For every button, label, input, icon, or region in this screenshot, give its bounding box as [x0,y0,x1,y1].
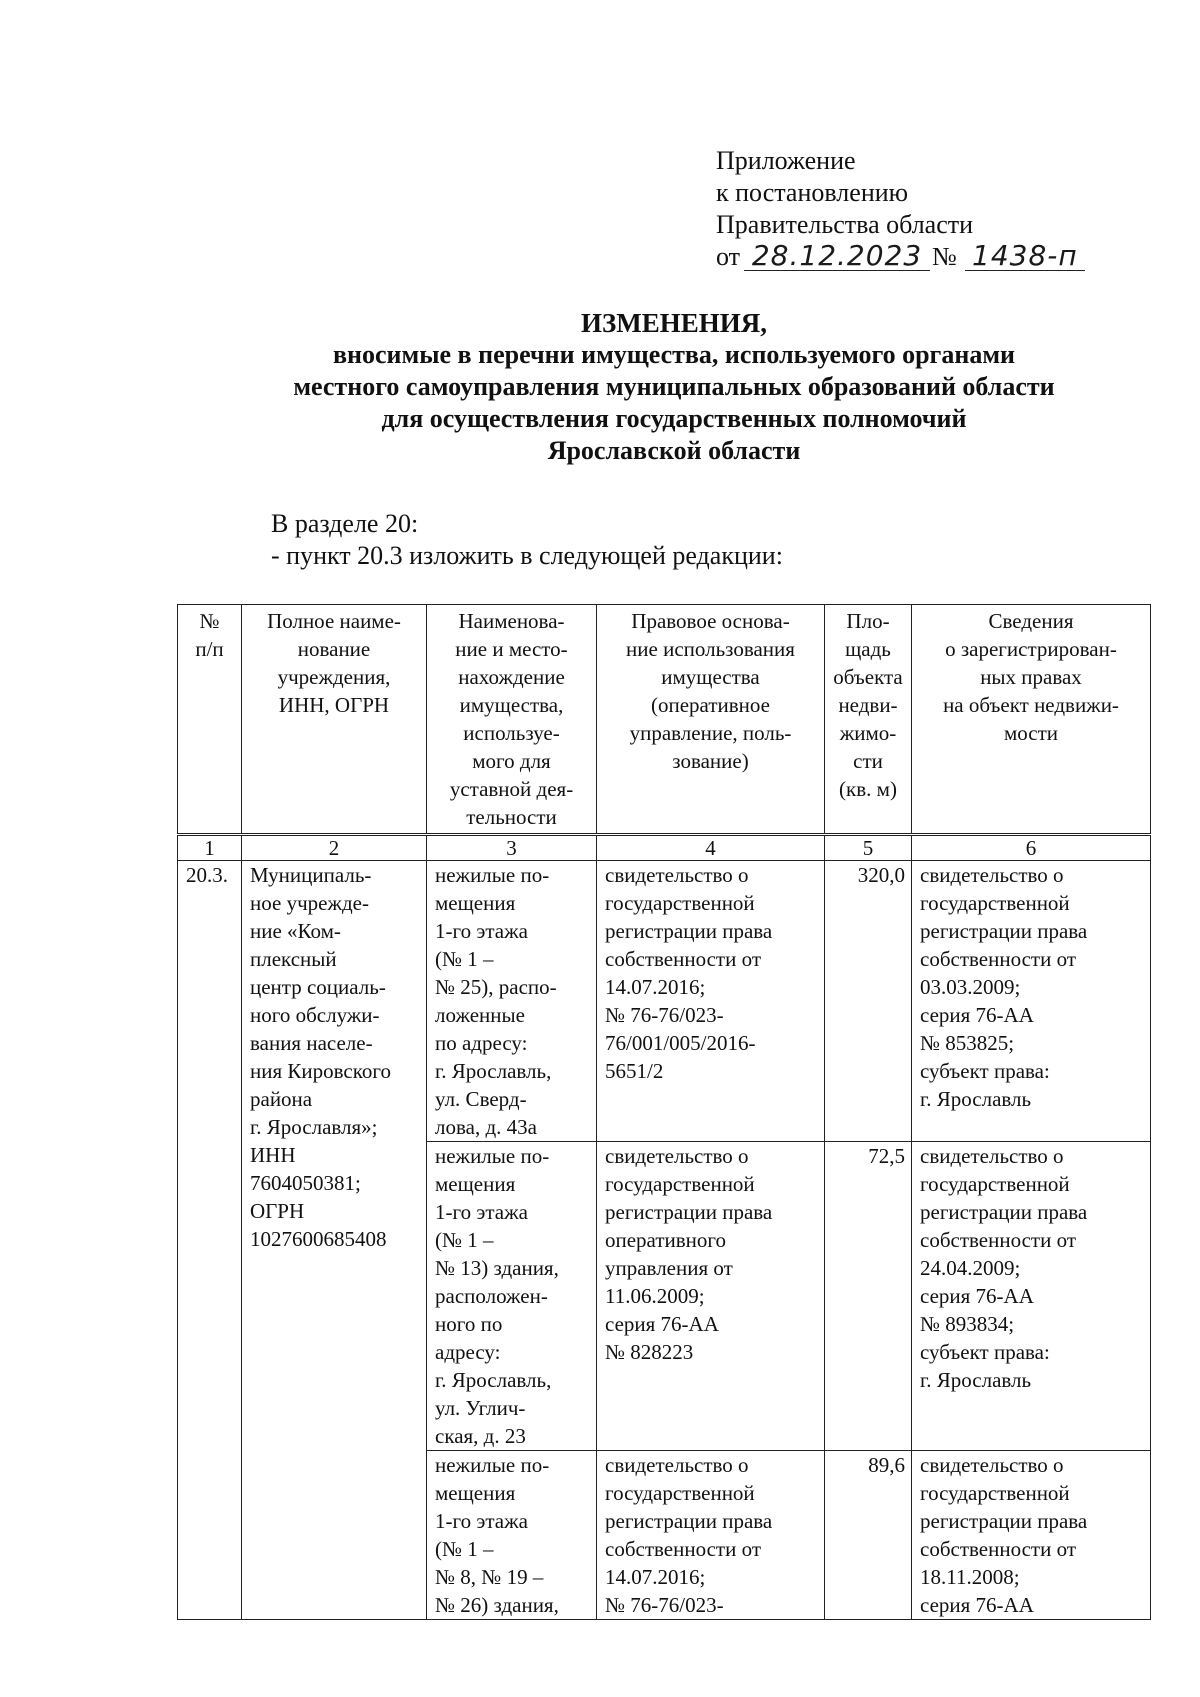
property-cell-line: нежилые по- [435,863,550,887]
header-cell-line: Полное наиме- [267,609,401,633]
item-number-cell: 20.3. [178,861,242,1620]
legal-basis-cell-line: серия 76-АА [605,1312,719,1336]
property-cell-line: мещения [435,1172,516,1196]
header-cell-line: имущества [661,665,760,689]
rights-cell-line: г. Ярославль [920,1087,1032,1111]
property-cell [427,1451,597,1620]
intro-line-2: - пункт 20.3 изложить в следующей редакции: [271,541,783,570]
rights-cell-line: 18.11.2008; [920,1565,1020,1589]
property-cell-line: ложенные [435,1003,525,1027]
institution-cell-line: вания населе- [250,1031,373,1055]
institution-cell-line: ния Кировского [250,1059,391,1083]
header-cell-line: ние использования [626,637,795,661]
property-cell-line: № 25), распо- [435,975,557,999]
header-cell-line: Правовое основа- [631,609,790,633]
institution-cell-line: ИНН [250,1143,296,1167]
legal-basis-cell-line: 5651/2 [605,1059,664,1083]
legal-basis-cell-line: регистрации права [605,1200,773,1224]
property-cell-line: 1-го этажа [435,919,528,943]
legal-basis-cell-line: № 76-76/023- [605,1593,724,1617]
column-number-cell: 6 [912,835,1151,861]
property-cell-line: нежилые по- [435,1453,550,1477]
header-cell-line: тельности [466,805,557,829]
column-number-cell: 1 [178,835,242,861]
rights-cell-line: государственной [920,891,1070,915]
legal-basis-cell-line: 11.06.2009; [605,1284,705,1308]
rights-cell [912,861,1151,1142]
property-cell-line: адресу: [435,1340,501,1364]
from-label: от [716,242,741,271]
institution-cell-line: плексный [250,947,337,971]
legal-basis-cell [597,1142,825,1451]
legal-basis-cell-line: государственной [605,891,755,915]
number-label: № [932,242,957,271]
institution-cell-line: ние «Ком- [250,919,341,943]
institution-cell-line: центр социаль- [250,975,386,999]
legal-basis-cell-line: 14.07.2016; [605,1565,706,1589]
header-cell-line: управление, поль- [629,721,792,745]
appendix-date-line [716,241,1085,273]
rights-cell-line: регистрации права [920,919,1088,943]
rights-cell-line: серия 76-АА [920,1003,1034,1027]
column-number-cell: 3 [427,835,597,861]
column-number-cell: 4 [597,835,825,861]
property-cell-line: № 8, № 19 – [435,1565,544,1589]
appendix-line-3: Правительства области [716,210,974,239]
property-cell-line: расположен- [435,1284,548,1308]
rights-cell-line: собственности от [920,1228,1077,1252]
header-cell-line: на объект недвижи- [943,693,1119,717]
property-cell-line: 1-го этажа [435,1200,528,1224]
appendix-header [716,145,1085,273]
legal-basis-cell-line: свидетельство о [605,863,749,887]
property-cell-line: ул. Углич- [435,1396,526,1420]
rights-cell-line: № 893834; [920,1312,1015,1336]
column-number-cell: 5 [825,835,912,861]
document-title [0,307,1200,467]
header-cell-line: нование [297,637,371,661]
legal-basis-cell-line: собственности от [605,1537,762,1561]
institution-cell-line: района [250,1087,313,1111]
header-cell [825,605,912,835]
header-cell-line: (оперативное [651,693,770,717]
legal-basis-cell-line: 14.07.2016; [605,975,706,999]
institution-cell [242,861,427,1620]
property-cell [427,1142,597,1451]
property-cell-line: 1-го этажа [435,1509,528,1533]
legal-basis-cell-line: свидетельство о [605,1144,749,1168]
header-cell-line: используе- [463,721,560,745]
institution-cell-line: Муниципаль- [250,863,372,887]
intro-line-1: В разделе 20: [271,509,419,538]
legal-basis-cell [597,1451,825,1620]
header-cell-line: ние и место- [455,637,568,661]
legal-basis-cell-line: № 828223 [605,1340,694,1364]
rights-cell-line: собственности от [920,947,1077,971]
handwritten-number: 1438-п [965,242,1085,271]
area-cell: 72,5 [825,1142,912,1451]
rights-cell-line: 03.03.2009; [920,975,1021,999]
header-cell-line: Наименова- [458,609,565,633]
rights-cell-line: субъект права: [920,1340,1050,1364]
title-line-2: местного самоуправления муниципальных образований области [293,372,1055,401]
header-cell-line: недви- [838,693,898,717]
header-cell-line: п/п [195,637,224,661]
institution-cell-line: 1027600685408 [250,1227,387,1251]
header-cell [178,605,242,835]
rights-cell-line: серия 76-АА [920,1284,1034,1308]
rights-cell [912,1142,1151,1451]
property-cell-line: мещения [435,891,516,915]
header-cell-line: ИНН, ОГРН [278,693,390,717]
area-cell: 320,0 [825,861,912,1142]
legal-basis-cell-line: собственности от [605,947,762,971]
legal-basis-cell-line: оперативного [605,1228,726,1252]
header-cell [912,605,1151,835]
property-cell-line: лова, д. 43а [435,1115,537,1139]
institution-cell-line: ОГРН [250,1199,305,1223]
property-cell-line: (№ 1 – [435,947,494,971]
institution-cell-line: 7604050381; [250,1171,361,1195]
property-table [177,604,1151,1620]
property-cell-line: мещения [435,1481,516,1505]
table-row [178,861,1151,1142]
property-cell-line: № 26) здания, [435,1593,559,1617]
header-cell-line: учреждения, [277,665,391,689]
header-cell-line: жимо- [839,721,897,745]
property-cell-line: ул. Сверд- [435,1087,527,1111]
legal-basis-cell-line: регистрации права [605,919,773,943]
rights-cell-line: свидетельство о [920,1144,1064,1168]
header-cell [597,605,825,835]
intro-text [271,508,783,572]
appendix-line-1: Приложение [716,146,856,175]
property-cell-line: (№ 1 – [435,1537,494,1561]
rights-cell-line: г. Ярославль [920,1368,1032,1392]
legal-basis-cell-line: 76/001/005/2016- [605,1031,756,1055]
header-cell [242,605,427,835]
rights-cell-line: регистрации права [920,1509,1088,1533]
legal-basis-cell [597,861,825,1142]
header-cell-line: ных правах [980,665,1082,689]
rights-cell-line: серия 76-АА [920,1593,1034,1617]
property-cell-line: (№ 1 – [435,1228,494,1252]
header-cell-line: № [199,609,220,633]
institution-cell-line: ного обслужи- [250,1003,380,1027]
rights-cell-line: № 853825; [920,1031,1015,1055]
header-cell-line: щадь [845,637,891,661]
property-cell-line: г. Ярославль, [435,1059,552,1083]
header-cell-line: объекта [833,665,903,689]
column-number-cell: 2 [242,835,427,861]
rights-cell [912,1451,1151,1620]
property-cell-line: ного по [435,1312,503,1336]
legal-basis-cell-line: управления от [605,1256,733,1280]
header-cell-line: (кв. м) [839,777,897,801]
rights-cell-line: свидетельство о [920,863,1064,887]
header-cell-line: имущества, [459,693,564,717]
property-cell-line: г. Ярославль, [435,1368,552,1392]
title-line-3: для осуществления государственных полномочий [381,404,967,433]
header-cell [427,605,597,835]
column-numbers-row [178,835,1151,861]
property-cell-line: нежилые по- [435,1144,550,1168]
rights-cell-line: регистрации права [920,1200,1088,1224]
header-cell-line: о зарегистрирован- [945,637,1117,661]
header-cell-line: уставной дея- [449,777,574,801]
institution-cell-line: ное учрежде- [250,891,369,915]
title-main: ИЗМЕНЕНИЯ, [580,308,767,338]
header-cell-line: мости [1003,721,1059,745]
property-cell-line: по адресу: [435,1031,528,1055]
rights-cell-line: свидетельство о [920,1453,1064,1477]
header-cell-line: сти [853,749,883,773]
header-cell-line: Сведения [988,609,1074,633]
legal-basis-cell-line: регистрации права [605,1509,773,1533]
rights-cell-line: субъект права: [920,1059,1050,1083]
legal-basis-cell-line: государственной [605,1481,755,1505]
rights-cell-line: 24.04.2009; [920,1256,1021,1280]
property-cell [427,861,597,1142]
header-cell-line: Пло- [846,609,890,633]
property-cell-line: ская, д. 23 [435,1424,526,1448]
appendix-line-2: к постановлению [716,178,909,207]
title-line-4: Ярославской области [547,436,801,465]
rights-cell-line: государственной [920,1172,1070,1196]
legal-basis-cell-line: государственной [605,1172,755,1196]
header-row [178,605,1151,835]
area-cell: 89,6 [825,1451,912,1620]
header-cell-line: нахождение [458,665,565,689]
header-cell-line: зование) [672,749,749,773]
handwritten-date: 28.12.2023 [744,242,930,271]
property-cell-line: № 13) здания, [435,1256,559,1280]
rights-cell-line: государственной [920,1481,1070,1505]
institution-cell-line: г. Ярославля»; [250,1115,378,1139]
header-cell-line: мого для [472,749,551,773]
legal-basis-cell-line: № 76-76/023- [605,1003,724,1027]
title-line-1: вносимые в перечни имущества, используемого органами [332,340,1016,369]
legal-basis-cell-line: свидетельство о [605,1453,749,1477]
rights-cell-line: собственности от [920,1537,1077,1561]
